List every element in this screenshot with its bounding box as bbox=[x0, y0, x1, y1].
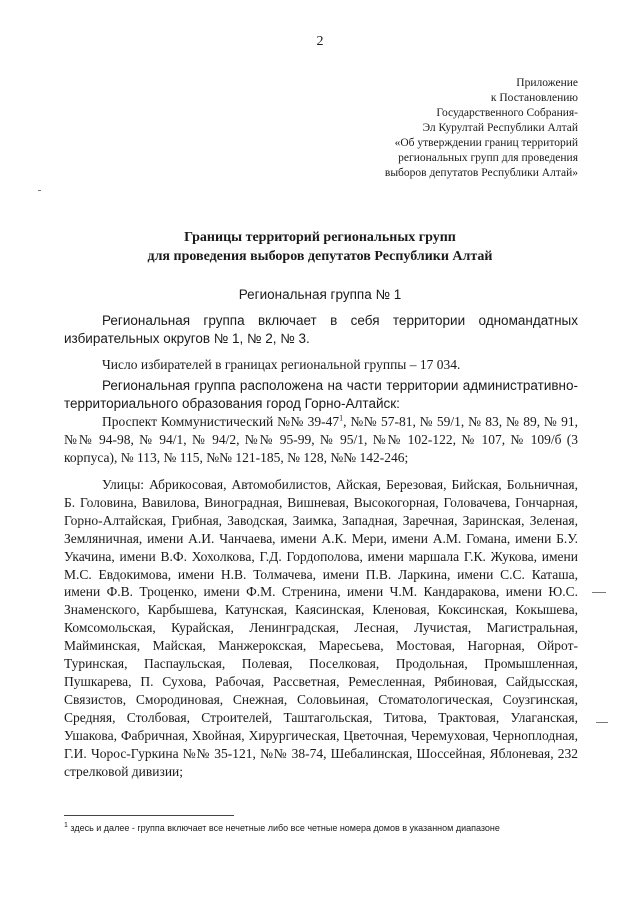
footnote-divider bbox=[64, 815, 234, 816]
document-title bbox=[0, 228, 640, 266]
scan-mark bbox=[592, 592, 606, 593]
appendix-line: к Постановлению bbox=[490, 92, 578, 104]
paragraph-streets: Улицы: Абрикосовая, Автомобилистов, Айская, Березовая, Бийская, Больничная, Б. Головина, Вавилова, Виноградная, Вишневая, Высокогорная, Головачева, Гончарная, Горно-Алтайская, Грибная, Заводская, Заимка, Западная, Заречная, Заринская, Зеленая, Земляничная, имени А.И. Чанчаева, имени А.К. Мери, имени А.М. Гомана, имени Б.У. Укачина, имени В.Ф. Хохолкова, Г.Д. Гордополова, имени маршала Г.К. Жукова, имени М.С. Евдокимова, имени Н.В. Толмачева, имени П.В. Ларкина, имени С.С. Каташа, имени Ф.В. Троценко, имени Ф.М. Стренина, имени Ч.М. Кандаракова, имени Ю.С. Знаменского, Карбышева, Катунская, Каясинская, Кленовая, Коксинская, Кокышева, Комсомольская, Курайская, Ленинградская, Лесная, Лучистая, Магистральная, Майминская, Майская, Манжерокская, Маресьева, Мостовая, Нагорная, Ойрот-Туринская, Паспаульская, Полевая, Поселковая, Продольная, Промышленная, Пушкарева, П. Сухова, Рабочая, Рассветная, Ремесленная, Рябиновая, Сайдысская, Связистов, Смородиновая, Снежная, Соловьиная, Стоматологическая, Соузгинская, Средняя, Столбовая, Строителей, Таштагольская, Титова, Трактовая, Улаганская, Ушакова, Фабричная, Хвойная, Хирургическая, Цветочная, Черемуховая, Черноплодная, Г.И. Чорос-Гуркина №№ 35-121, №№ 38-74, Шебалинская, Шоссейная, Яблоневая, 232 стрелковой дивизии; bbox=[64, 477, 578, 779]
page-number: 2 bbox=[316, 34, 324, 49]
appendix-line: Государственного Собрания- bbox=[436, 107, 578, 119]
appendix-block bbox=[318, 76, 578, 181]
title-line-1: Границы территорий региональных групп bbox=[184, 230, 456, 245]
footnote bbox=[64, 823, 584, 833]
paragraph-voters: Число избирателей в границах региональной группы – 17 034. bbox=[102, 357, 461, 372]
paragraph-includes: Региональная группа включает в себя территории одномандатных избирательных округов № 1, № 2, № 3. bbox=[64, 313, 578, 346]
paragraph-location: Региональная группа расположена на части территории административно-территориального образования город Горно-Алтайск: bbox=[64, 378, 578, 411]
footnote-marker: 1 bbox=[64, 822, 68, 829]
scan-mark bbox=[596, 722, 608, 723]
appendix-line: региональных групп для проведения bbox=[398, 152, 578, 164]
appendix-line: Эл Курултай Республики Алтай bbox=[422, 122, 578, 134]
title-line-2: для проведения выборов депутатов Республики Алтай bbox=[147, 249, 493, 264]
prospect-text-b: , №№ 57-81, № 59/1, № 83, № 89, № 91, №№ 94-98, № 94/1, № 94/2, №№ 95-99, № 95/1, №№ 102-122, № 107, № 109/б (3 корпуса), № 113, № 115, №№ 121-185, № 128, №№ 142-246; bbox=[64, 414, 578, 465]
footnote-ref: 1 bbox=[339, 413, 344, 423]
appendix-line: «Об утверждении границ территорий bbox=[394, 137, 578, 149]
appendix-line: выборов депутатов Республики Алтай» bbox=[384, 167, 578, 179]
prospect-text-a: Проспект Коммунистический №№ 39-47 bbox=[102, 414, 340, 429]
footnote-text: здесь и далее - группа включает все нечетные либо все четные номера домов в указанном диапазоне bbox=[67, 823, 500, 833]
paragraph-prospect bbox=[64, 413, 578, 467]
appendix-line: Приложение bbox=[516, 77, 578, 89]
scan-mark bbox=[38, 190, 41, 191]
group-heading: Региональная группа № 1 bbox=[238, 287, 402, 302]
